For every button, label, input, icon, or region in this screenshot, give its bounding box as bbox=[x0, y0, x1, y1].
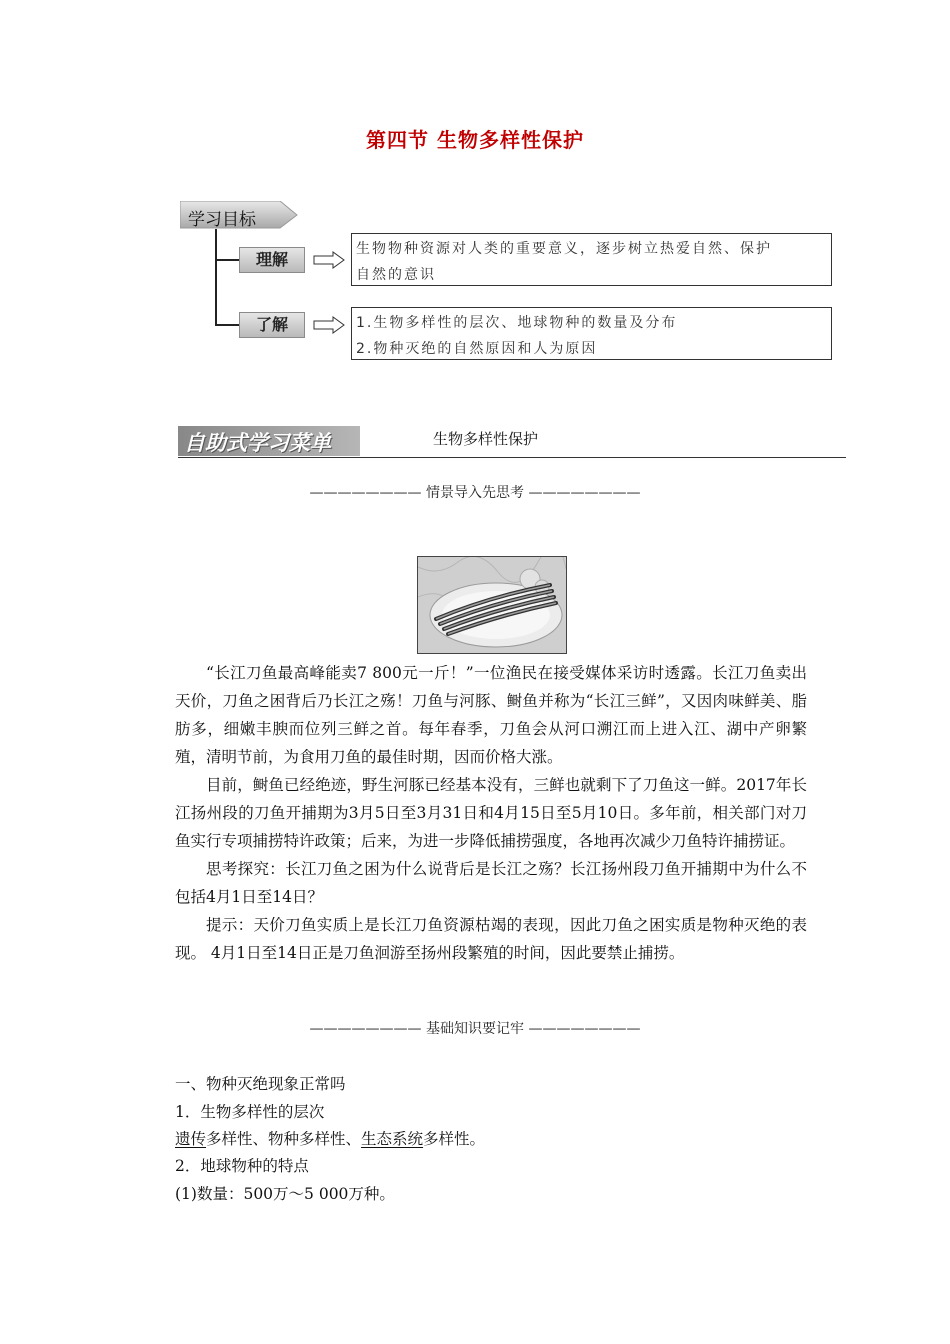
tree-branch-2 bbox=[215, 324, 239, 326]
answer-blank: 生态系统 bbox=[361, 1130, 424, 1148]
line-text: 多样性、物种多样性、 bbox=[206, 1130, 362, 1148]
banner-label: 自助式学习菜单 bbox=[184, 431, 331, 455]
heading-3: 2．地球物种的特点 bbox=[175, 1157, 309, 1175]
fill-in-line bbox=[175, 1127, 485, 1149]
hollow-arrow-icon bbox=[313, 316, 345, 334]
objective-box-know bbox=[351, 307, 832, 360]
paragraph: “长江刀鱼最高峰能卖7 800元一斤！”一位渔民在接受媒体采访时透露。长江刀鱼卖出天价，刀鱼之困背后乃长江之殇！刀鱼与河豚、鲥鱼并称为“长江三鲜”，又因肉味鲜美、脂肪多，细嫩丰腴而位列三鲜之首。每年春季，刀鱼会从河口溯江而上进入江、湖中产卵繁殖，清明节前，为食用刀鱼的最佳时期，因而价格大涨。 bbox=[175, 664, 807, 766]
heading-2: 1．生物多样性的层次 bbox=[175, 1103, 325, 1121]
answer-blank: 遗传 bbox=[175, 1130, 207, 1148]
banner-rule bbox=[178, 457, 846, 458]
list-item: (1)数量：500万～5 000万种。 bbox=[175, 1185, 395, 1203]
section-heading-scenario: ———————— 情景导入先思考 ———————— bbox=[309, 485, 641, 501]
heading-1: 一、物种灭绝现象正常吗 bbox=[175, 1075, 346, 1093]
objective-box-understand bbox=[351, 233, 832, 286]
fish-plate-image bbox=[418, 557, 566, 653]
objective-line: 2.物种灭绝的自然原因和人为原因 bbox=[356, 341, 598, 357]
objectives-tag-label: 学习目标 bbox=[188, 210, 256, 230]
paragraph: 目前，鲥鱼已经绝迹，野生河豚已经基本没有，三鲜也就剩下了刀鱼这一鲜。2017年长江扬州段的刀鱼开捕期为3月5日至3月31日和4月15日至5月10日。多年前，相关部门对刀鱼实行专项捕捞特许政策；后来，为进一步降低捕捞强度，各地再次减少刀鱼特许捕捞证。 bbox=[175, 776, 807, 850]
line-text: 多样性。 bbox=[423, 1130, 486, 1148]
objectives-tag bbox=[180, 201, 298, 229]
hollow-arrow-icon bbox=[313, 251, 345, 269]
section-heading-basics: ———————— 基础知识要记牢 ———————— bbox=[309, 1021, 641, 1037]
banner-subtitle: 生物多样性保护 bbox=[433, 430, 539, 448]
knifefish-photo bbox=[417, 556, 567, 654]
objective-label-understand: 理解 bbox=[239, 247, 305, 273]
paragraph: 思考探究：长江刀鱼之困为什么说背后是长江之殇？长江扬州段刀鱼开捕期中为什么不包括4月1日至14日？ bbox=[175, 860, 807, 906]
objective-line: 1.生物多样性的层次、地球物种的数量及分布 bbox=[356, 315, 678, 331]
page-title: 第四节 生物多样性保护 bbox=[366, 128, 584, 152]
self-study-banner bbox=[178, 426, 360, 456]
objective-line: 生物物种资源对人类的重要意义，逐步树立热爱自然、保护 bbox=[356, 241, 772, 257]
objective-line: 自然的意识 bbox=[356, 267, 436, 283]
scenario-text bbox=[175, 659, 807, 967]
tree-branch-1 bbox=[215, 259, 239, 261]
paragraph: 提示：天价刀鱼实质上是长江刀鱼资源枯竭的表现，因此刀鱼之困实质是物种灭绝的表现。 4月1日至14日正是刀鱼洄游至扬州段繁殖的时间，因此要禁止捕捞。 bbox=[175, 916, 807, 962]
tree-connector bbox=[215, 229, 217, 325]
objective-label-know: 了解 bbox=[239, 312, 305, 338]
